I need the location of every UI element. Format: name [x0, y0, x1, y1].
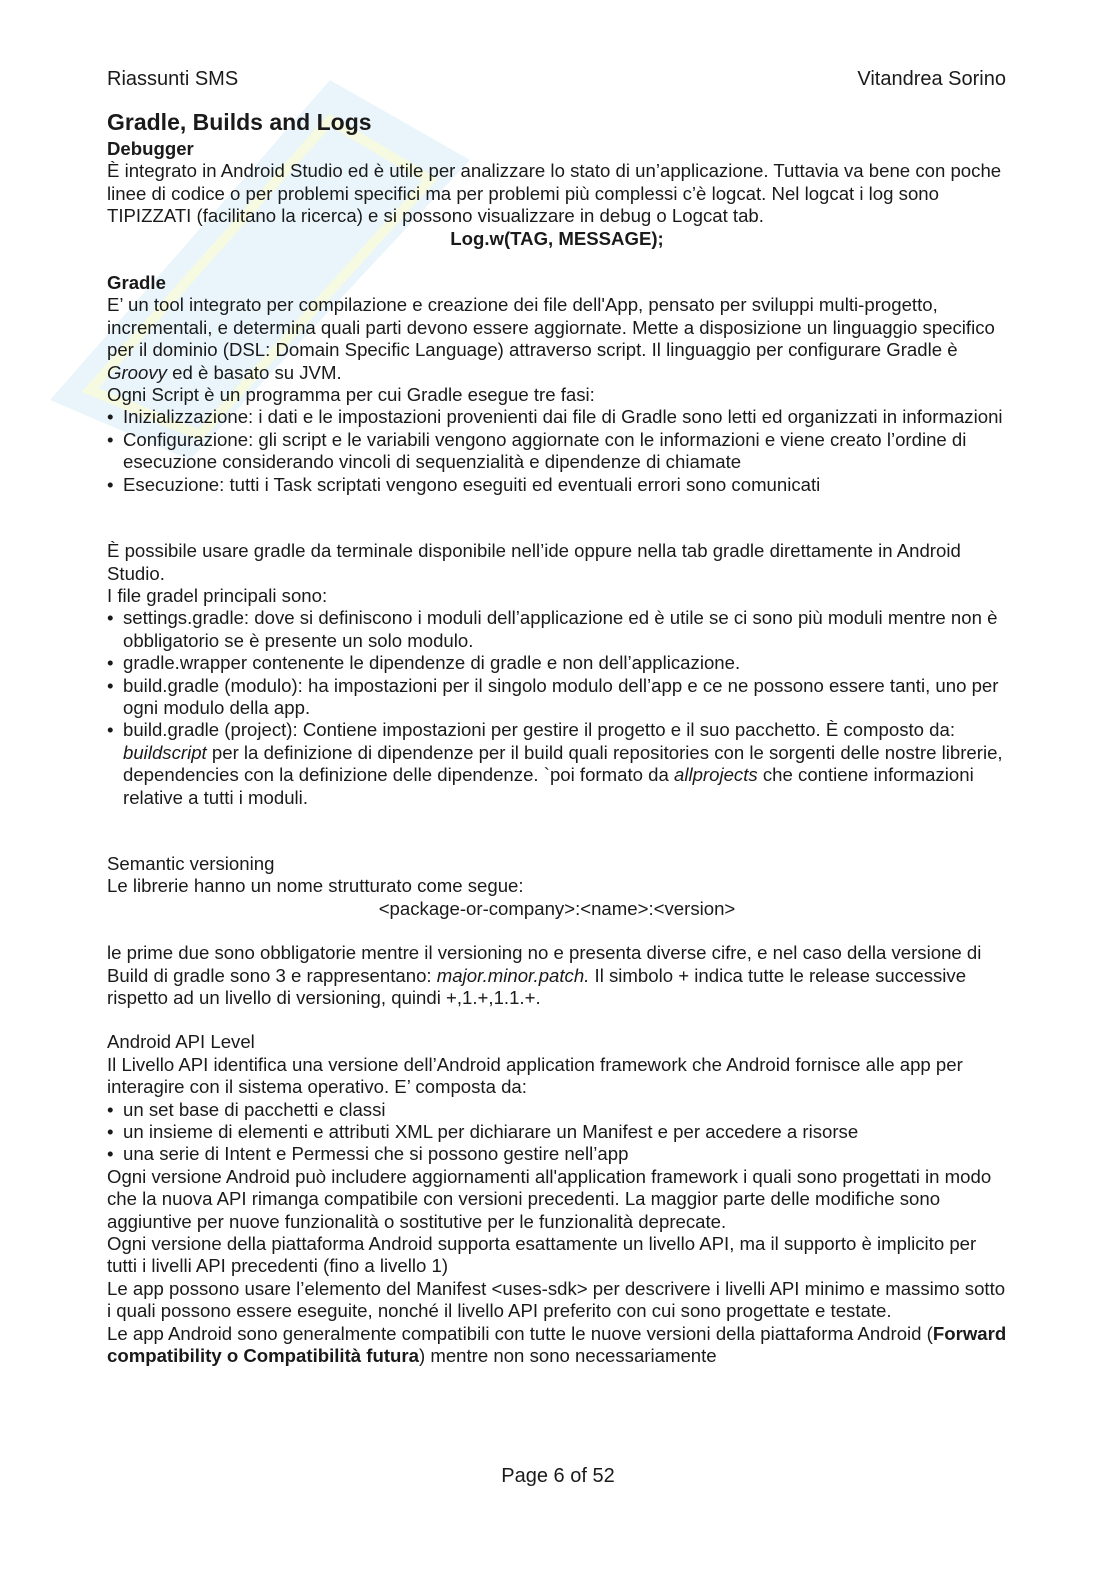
gradle-intro: E’ un tool integrato per compilazione e creazione dei file dell'App, pensato per sviluppi multi-progetto, incrementali, e determina quali parti devono essere aggiornate. Mette a disposizione un linguaggio specifico per il dominio (DSL: Domain Specific Language) attraverso script. Il linguaggio per configurare Gradle è Groovy ed è basato su JVM. — [107, 294, 995, 383]
gradle-usage: È possibile usare gradle da terminale disponibile nell’ide oppure nella tab gradle direttamente in Android Studio. — [107, 540, 961, 584]
log-code: Log.w(TAG, MESSAGE); — [450, 227, 664, 249]
semver-pattern: <package-or-company>:<name>:<version> — [378, 897, 736, 919]
api-heading: Android API Level — [107, 1031, 255, 1053]
semver-heading: Semantic versioning — [107, 852, 275, 874]
list-item: • Esecuzione: tutti i Task scriptati vengono eseguiti ed eventuali errori sono comunicati — [107, 474, 1007, 496]
list-item: • Configurazione: gli script e le variabili vengono aggiornate con le informazioni e viene creato l’ordine di esecuzione considerando vincoli di sequenzialità e dipendenze di chiamate — [107, 429, 1007, 474]
page-title: Gradle, Builds and Logs — [107, 109, 372, 135]
list-item: • una serie di Intent e Permessi che si possono gestire nell’app — [107, 1143, 1007, 1165]
debugger-text: È integrato in Android Studio ed è utile per analizzare lo stato di un’applicazione. Tuttavia va bene con poche linee di codice o per problemi specifici ma per problemi più complessi c’è logcat. Nel logcat i log sono TIPIZZATI (facilitano la ricerca) e si possono visualizzare in debug o Logcat tab. — [107, 160, 1002, 227]
page-content — [107, 108, 1007, 1368]
list-item: • un insieme di elementi e attributi XML per dichiarare un Manifest e per accedere a risorse — [107, 1121, 1007, 1143]
list-item: • un set base di pacchetti e classi — [107, 1099, 1007, 1121]
gradle-heading: Gradle — [107, 272, 166, 294]
api-paragraph-3: Le app possono usare l’elemento del Manifest <uses-sdk> per descrivere i livelli API minimo e massimo sotto i quali possono essere eseguite, nonché il livello API preferito con cui sono progettate e testate. — [107, 1277, 1006, 1322]
list-item: • settings.gradle: dove si definiscono i moduli dell’applicazione ed è utile se ci sono più moduli mentre non è obbligatorio se è presente un solo modulo. — [107, 607, 1007, 652]
api-paragraph-1: Ogni versione Android può includere aggiornamenti all'application framework i quali sono progettati in modo che la nuova API rimanga compatibile con versioni precedenti. La maggior parte delle modifiche sono aggiuntive per nuove funzionalità o sostitutive per le funzionalità deprecate. — [107, 1165, 992, 1232]
gradle-files-intro: I file gradel principali sono: — [107, 584, 328, 606]
debugger-heading: Debugger — [107, 138, 194, 159]
list-item: • build.gradle (modulo): ha impostazioni per il singolo modulo dell’app e ce ne possono essere tanti, uno per ogni modulo della app. — [107, 675, 1007, 720]
api-paragraph-2: Ogni versione della piattaforma Android supporta esattamente un livello API, ma il supporto è implicito per tutti i livelli API precedenti (fino a livello 1) — [107, 1233, 977, 1277]
list-item: • gradle.wrapper contenente le dipendenze di gradle e non dell’applicazione. — [107, 652, 1007, 674]
gradle-files-list — [107, 607, 1007, 809]
semver-intro: Le librerie hanno un nome strutturato come segue: — [107, 875, 524, 897]
header-left: Riassunti SMS — [107, 68, 239, 90]
gradle-phases-list — [107, 406, 1007, 496]
list-item: • build.gradle (project): Contiene impostazioni per gestire il progetto e il suo pacchetto. È composto da: buildscript per la definizione di dipendenze per il build quali repositories con le sorgenti delle nostre librerie, dependencies con la definizione delle dipendenze. `poi formato da allprojects che contiene informazioni relative a tutti i moduli. — [107, 719, 1007, 809]
page-number: Page 6 of 52 — [501, 1465, 615, 1487]
gradle-phases-intro: Ogni Script è un programma per cui Gradle esegue tre fasi: — [107, 384, 595, 406]
list-item: • Inizializzazione: i dati e le impostazioni provenienti dai file di Gradle sono letti ed organizzati in informazioni — [107, 406, 1007, 428]
api-paragraph-4: Le app Android sono generalmente compatibili con tutte le nuove versioni della piattaforma Android (Forward compatibility o Compatibilità futura) mentre non sono necessariamente — [107, 1322, 1007, 1367]
semver-text: le prime due sono obbligatorie mentre il versioning no e presenta diverse cifre, e nel caso della versione di Build di gradle sono 3 e rappresentano: major.minor.patch. Il simbolo + indica tutte le release successive rispetto ad un livello di versioning, quindi +,1.+,1.1.+. — [107, 942, 982, 1008]
api-items-list — [107, 1099, 1007, 1166]
header-right: Vitandrea Sorino — [857, 68, 1006, 90]
api-intro: Il Livello API identifica una versione dell’Android application framework che Android fornisce alle app per interagire con il sistema operativo. E’ composta da: — [107, 1053, 963, 1098]
